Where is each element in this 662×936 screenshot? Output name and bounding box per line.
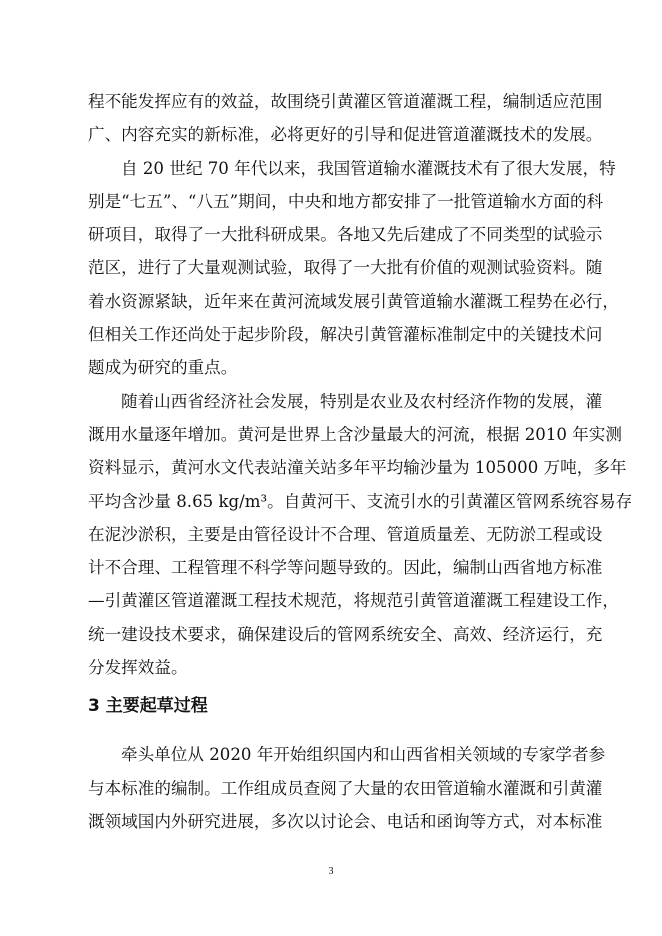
text-line: 资料显示，黄河水文代表站潼关站多年平均输沙量为 105000 万吨，多年 <box>88 458 627 478</box>
text-line: 平均含沙量 8.65 kg/m³。自黄河干、支流引水的引黄灌区管网系统容易存 <box>88 491 633 511</box>
text-line: —引黄灌区管道灌溉工程技术规范，将规范引黄管道灌溉工程建设工作， <box>88 591 619 611</box>
text-line: 程不能发挥应有的效益，故围绕引黄灌区管道灌溉工程，编制适应范围 <box>88 92 603 111</box>
text-line: 在泥沙淤积，主要是由管径设计不合理、管道质量差、无防淤工程或设 <box>88 524 603 544</box>
text-line: 分发挥效益。 <box>88 658 188 678</box>
text-line: 与本标准的编制。工作组成员查阅了大量的农田管道输水灌溉和引黄灌 <box>88 778 603 798</box>
text-line: 广、内容充实的新标准，必将更好的引导和促进管道灌溉技术的发展。 <box>88 125 603 145</box>
text-line: 溉领域国内外研究进展，多次以讨论会、电话和函询等方式，对本标准 <box>88 811 603 831</box>
page-number: 3 <box>328 866 334 877</box>
text-line: 范区，进行了大量观测试验，取得了一大批有价值的观测试验资料。随 <box>88 258 603 278</box>
text-line: 研项目，取得了一大批科研成果。各地又先后建成了不同类型的试验示 <box>88 225 603 245</box>
text-line: 计不合理、工程管理不科学等问题导致的。因此，编制山西省地方标准 <box>88 558 603 578</box>
text-line: 别是“七五”、“八五”期间，中央和地方都安排了一批管道输水方面的科 <box>88 191 604 211</box>
section-heading: 3 主要起草过程 <box>88 696 208 717</box>
text-line: 但相关工作还尚处于起步阶段，解决引黄管灌标准制定中的关键技术问 <box>88 325 603 345</box>
text-line: 随着山西省经济社会发展，特别是农业及农村经济作物的发展，灌 <box>121 391 603 411</box>
text-line: 牵头单位从 2020 年开始组织国内和山西省相关领域的专家学者参 <box>121 745 606 765</box>
text-line: 着水资源紧缺，近年来在黄河流域发展引黄管道输水灌溉工程势在必行， <box>88 291 619 311</box>
paragraph <box>88 738 606 838</box>
paragraph <box>88 152 619 385</box>
paragraph <box>88 85 603 152</box>
text-line: 溉用水量逐年增加。黄河是世界上含沙量最大的河流，根据 2010 年实测 <box>88 424 622 444</box>
document-body <box>88 85 633 838</box>
text-line: 统一建设技术要求，确保建设后的管网系统安全、高效、经济运行，充 <box>88 624 603 644</box>
text-line: 题成为研究的重点。 <box>88 358 238 378</box>
text-line: 自 20 世纪 70 年代以来，我国管道输水灌溉技术有了很大发展，特 <box>121 158 616 178</box>
paragraph <box>88 385 633 685</box>
